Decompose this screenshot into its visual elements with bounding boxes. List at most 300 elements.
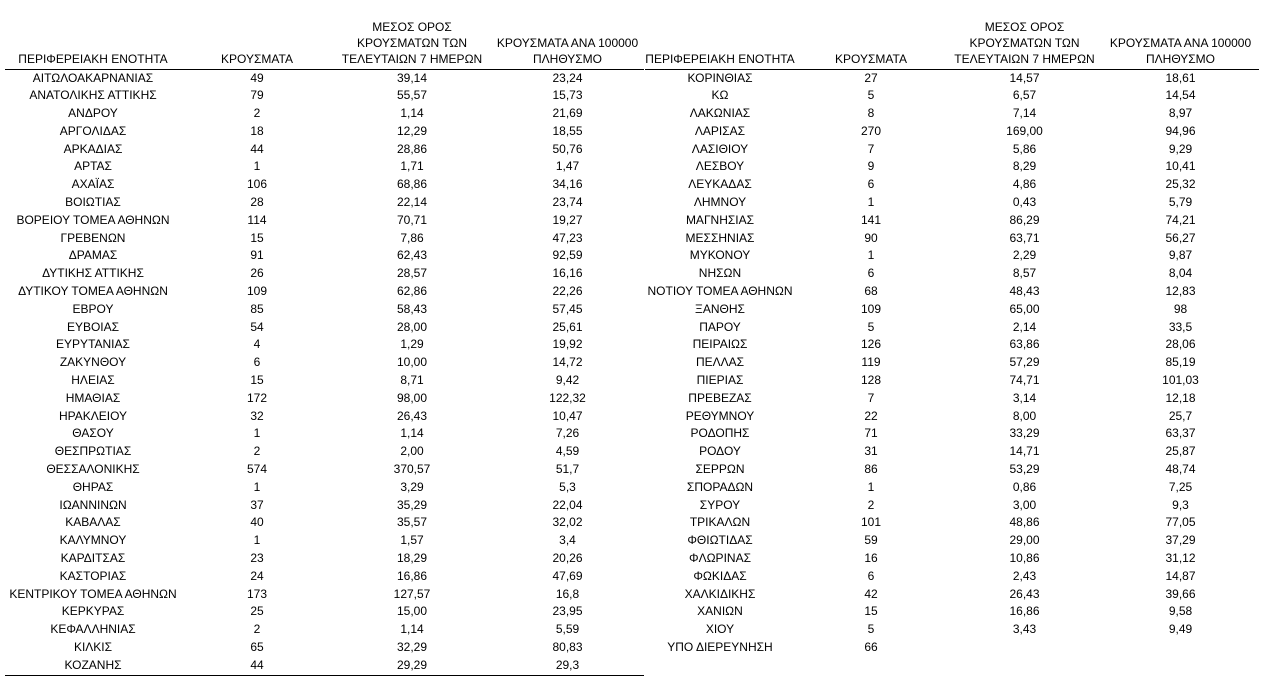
header-avg-line-3: ΤΕΛΕΥΤΑΙΩΝ 7 ΗΜΕΡΩΝ bbox=[341, 52, 483, 67]
cases-cell: 101 bbox=[860, 515, 882, 530]
region-cell: ΜΕΣΣΗΝΙΑΣ bbox=[685, 230, 755, 245]
cases-cell: 109 bbox=[246, 284, 268, 299]
cases-cell: 6 bbox=[867, 266, 875, 281]
region-cell: ΒΟΡΕΙΟΥ ΤΟΜΕΑ ΑΘΗΝΩΝ bbox=[16, 212, 170, 227]
region-cell: ΣΠΟΡΑΔΩΝ bbox=[686, 479, 754, 494]
cases-cell: 114 bbox=[247, 212, 267, 227]
region-cell: ΘΕΣΣΑΛΟΝΙΚΗΣ bbox=[46, 462, 140, 477]
region-cell: ΝΗΣΩΝ bbox=[698, 266, 742, 281]
avg-7-days-cell: 127,57 bbox=[393, 586, 431, 601]
cases-cell: 37 bbox=[250, 497, 264, 512]
avg-7-days-cell: 57,29 bbox=[1009, 355, 1040, 370]
table-row bbox=[5, 354, 644, 372]
table-row bbox=[5, 212, 644, 230]
per-100k-cell: 77,05 bbox=[1165, 515, 1196, 530]
avg-7-days-cell: 7,14 bbox=[1012, 106, 1037, 121]
cases-cell: 90 bbox=[864, 230, 878, 245]
table-row bbox=[645, 639, 1259, 657]
header-per100k-line-1: ΚΡΟΥΣΜΑΤΑ ΑΝΑ 100000 bbox=[496, 36, 639, 51]
header-per100k-line-2: ΠΛΗΘΥΣΜΟ bbox=[1145, 52, 1216, 67]
cases-cell: 25 bbox=[250, 604, 264, 619]
per-100k-cell: 33,5 bbox=[1168, 319, 1193, 334]
per-100k-cell: 9,87 bbox=[1168, 248, 1193, 263]
table-row bbox=[645, 408, 1259, 426]
per-100k-cell: 18,61 bbox=[1165, 70, 1196, 85]
avg-7-days-cell: 1,57 bbox=[400, 533, 424, 548]
per-100k-cell: 74,21 bbox=[1165, 212, 1196, 227]
avg-7-days-cell: 28,86 bbox=[396, 141, 428, 156]
avg-7-days-cell: 29,29 bbox=[333, 657, 491, 675]
table-row bbox=[5, 336, 644, 354]
cases-cell: 71 bbox=[864, 426, 878, 441]
region-cell: ΔΡΑΜΑΣ bbox=[68, 248, 118, 263]
header-region: ΠΕΡΙΦΕΡΕΙΑΚΗ ΕΝΟΤΗΤΑ bbox=[645, 17, 795, 69]
table-row bbox=[5, 586, 644, 604]
table-row bbox=[5, 479, 644, 497]
per-100k-cell: 16,16 bbox=[552, 266, 583, 281]
region-cell: ΑΝΑΤΟΛΙΚΗΣ ΑΤΤΙΚΗΣ bbox=[29, 88, 157, 103]
table-row bbox=[645, 372, 1259, 390]
region-cell: ΡΟΔΟΠΗΣ bbox=[690, 426, 750, 441]
region-cell: ΗΜΑΘΙΑΣ bbox=[65, 390, 121, 405]
table-row bbox=[5, 265, 644, 283]
cases-table-right bbox=[645, 17, 1259, 657]
table-row bbox=[645, 461, 1259, 479]
per-100k-cell: 3,4 bbox=[559, 533, 576, 548]
region-cell: ΚΑΛΥΜΝΟΥ bbox=[59, 533, 127, 548]
region-cell: ΧΑΝΙΩΝ bbox=[697, 604, 743, 619]
avg-7-days-cell: 7,86 bbox=[400, 230, 424, 245]
per-100k-cell: 9,42 bbox=[555, 373, 580, 388]
table-row bbox=[5, 461, 644, 479]
per-100k-cell: 4,59 bbox=[555, 444, 580, 459]
per-100k-cell: 122,32 bbox=[549, 390, 586, 405]
table-row bbox=[645, 247, 1259, 265]
region-cell: ΗΡΑΚΛΕΙΟΥ bbox=[58, 408, 128, 423]
per-100k-cell: 7,25 bbox=[1168, 479, 1193, 494]
table-row bbox=[5, 87, 644, 105]
cases-cell: 126 bbox=[860, 337, 882, 352]
cases-cell: 27 bbox=[864, 70, 878, 85]
avg-7-days-cell: 35,29 bbox=[396, 497, 428, 512]
table-row bbox=[645, 514, 1259, 532]
cases-cell: 23 bbox=[250, 551, 264, 566]
table-row bbox=[645, 123, 1259, 141]
avg-7-days-cell: 1,29 bbox=[400, 337, 424, 352]
table-body-left bbox=[5, 69, 644, 675]
avg-7-days-cell: 8,57 bbox=[1012, 266, 1037, 281]
avg-7-days-cell: 74,71 bbox=[1009, 373, 1040, 388]
avg-7-days-cell: 2,14 bbox=[1012, 319, 1037, 334]
table-row bbox=[645, 390, 1259, 408]
avg-7-days-cell: 63,86 bbox=[1009, 337, 1040, 352]
region-cell: ΚΟΡΙΝΘΙΑΣ bbox=[687, 70, 753, 85]
cases-cell: 173 bbox=[246, 586, 268, 601]
per-100k-cell: 15,73 bbox=[552, 88, 583, 103]
header-region: ΠΕΡΙΦΕΡΕΙΑΚΗ ΕΝΟΤΗΤΑ bbox=[5, 17, 181, 69]
table-row bbox=[645, 158, 1259, 176]
avg-7-days-cell: 14,71 bbox=[1009, 444, 1040, 459]
region-cell: ΜΥΚΟΝΟΥ bbox=[689, 248, 751, 263]
table-row bbox=[645, 87, 1259, 105]
per-100k-cell: 37,29 bbox=[1165, 533, 1196, 548]
table-row bbox=[5, 283, 644, 301]
cases-cell: 1 bbox=[253, 479, 261, 494]
avg-7-days-cell: 16,86 bbox=[1009, 604, 1040, 619]
region-cell: ΠΙΕΡΙΑΣ bbox=[696, 373, 744, 388]
table-row bbox=[5, 603, 644, 621]
table-row bbox=[5, 532, 644, 550]
header-avg-line-2: ΚΡΟΥΣΜΑΤΩΝ ΤΩΝ bbox=[969, 36, 1080, 51]
avg-7-days-cell: 5,86 bbox=[1012, 141, 1037, 156]
avg-7-days-cell: 3,43 bbox=[1012, 622, 1037, 637]
cases-table-left bbox=[5, 17, 644, 676]
table-row bbox=[645, 319, 1259, 337]
header-cases: ΚΡΟΥΣΜΑΤΑ bbox=[181, 17, 333, 69]
region-cell: ΘΗΡΑΣ bbox=[72, 479, 114, 494]
table-row bbox=[645, 194, 1259, 212]
region-cell: ΕΥΡΥΤΑΝΙΑΣ bbox=[56, 337, 130, 352]
cases-cell: 1 bbox=[253, 159, 261, 174]
avg-7-days-cell bbox=[947, 639, 1102, 657]
cases-cell: 5 bbox=[867, 319, 875, 334]
region-cell: ΦΘΙΩΤΙΔΑΣ bbox=[687, 533, 753, 548]
region-cell: ΚΕΦΑΛΛΗΝΙΑΣ bbox=[50, 622, 136, 637]
cases-cell: 15 bbox=[250, 230, 264, 245]
avg-7-days-cell: 8,71 bbox=[400, 373, 424, 388]
cases-cell: 6 bbox=[867, 177, 875, 192]
per-100k-cell: 32,02 bbox=[552, 515, 583, 530]
per-100k-cell: 10,41 bbox=[1165, 159, 1196, 174]
avg-7-days-cell: 53,29 bbox=[1009, 462, 1040, 477]
avg-7-days-cell: 62,86 bbox=[396, 284, 428, 299]
cases-cell: 65 bbox=[250, 640, 264, 654]
region-cell: ΤΡΙΚΑΛΩΝ bbox=[689, 515, 751, 530]
cases-cell: 109 bbox=[860, 301, 882, 316]
avg-7-days-cell: 0,43 bbox=[1012, 195, 1037, 210]
avg-7-days-cell: 70,71 bbox=[396, 212, 428, 227]
avg-7-days-cell: 62,43 bbox=[396, 248, 428, 263]
cases-cell: 40 bbox=[250, 515, 264, 530]
avg-7-days-cell: 8,29 bbox=[1012, 159, 1037, 174]
avg-7-days-cell: 1,14 bbox=[400, 106, 424, 121]
avg-7-days-cell: 86,29 bbox=[1009, 212, 1040, 227]
avg-7-days-cell: 0,86 bbox=[1012, 479, 1037, 494]
per-100k-cell: 9,29 bbox=[1168, 141, 1193, 156]
cases-cell: 54 bbox=[250, 319, 264, 334]
region-cell: ΣΕΡΡΩΝ bbox=[695, 462, 745, 477]
cases-cell: 26 bbox=[250, 266, 264, 281]
cases-cell: 6 bbox=[867, 568, 875, 583]
table-row bbox=[645, 586, 1259, 604]
cases-cell: 91 bbox=[250, 248, 264, 263]
table-row bbox=[5, 621, 644, 639]
table-row bbox=[645, 532, 1259, 550]
header-per-100k bbox=[1102, 17, 1259, 69]
avg-7-days-cell: 3,29 bbox=[400, 479, 424, 494]
header-avg-line-2: ΚΡΟΥΣΜΑΤΩΝ ΤΩΝ bbox=[356, 36, 468, 51]
per-100k-cell: 19,92 bbox=[552, 337, 583, 352]
region-cell: ΛΑΚΩΝΙΑΣ bbox=[689, 106, 751, 121]
per-100k-cell: 12,83 bbox=[1165, 284, 1196, 299]
per-100k-cell: 47,23 bbox=[552, 230, 583, 245]
avg-7-days-cell: 39,14 bbox=[396, 70, 428, 85]
header-avg-7-days bbox=[333, 17, 491, 69]
avg-7-days-cell: 63,71 bbox=[1009, 230, 1040, 245]
per-100k-cell: 21,69 bbox=[552, 106, 583, 121]
table-row bbox=[5, 639, 644, 657]
per-100k-cell: 29,3 bbox=[491, 657, 644, 675]
avg-7-days-cell: 16,86 bbox=[396, 568, 428, 583]
cases-cell: 2 bbox=[253, 444, 261, 459]
region-cell: ΔΥΤΙΚΟΥ ΤΟΜΕΑ ΑΘΗΝΩΝ bbox=[18, 284, 168, 299]
table-row bbox=[645, 69, 1259, 87]
region-cell: ΔΥΤΙΚΗΣ ΑΤΤΙΚΗΣ bbox=[42, 266, 144, 281]
cases-cell: 7 bbox=[867, 390, 875, 405]
header-avg-line-1: ΜΕΣΟΣ ΟΡΟΣ bbox=[984, 19, 1065, 34]
region-cell: ΞΑΝΘΗΣ bbox=[695, 301, 745, 316]
region-cell: ΚΩ bbox=[711, 88, 729, 103]
table-row bbox=[5, 105, 644, 123]
table-row bbox=[5, 550, 644, 568]
cases-cell: 44 bbox=[181, 657, 333, 675]
region-cell: ΛΕΣΒΟΥ bbox=[695, 159, 745, 174]
cases-cell: 18 bbox=[250, 123, 264, 138]
per-100k-cell: 80,83 bbox=[552, 640, 583, 654]
per-100k-cell: 20,26 bbox=[552, 551, 583, 566]
cases-cell: 86 bbox=[864, 462, 878, 477]
per-100k-cell: 5,59 bbox=[555, 622, 580, 637]
region-cell: ΠΑΡΟΥ bbox=[699, 319, 741, 334]
table-row bbox=[5, 69, 644, 87]
table-row bbox=[645, 230, 1259, 248]
avg-7-days-cell: 32,29 bbox=[396, 640, 428, 654]
per-100k-cell: 25,87 bbox=[1165, 444, 1196, 459]
region-cell: ΠΕΛΛΑΣ bbox=[695, 355, 745, 370]
region-cell: ΚΙΛΚΙΣ bbox=[73, 640, 113, 654]
avg-7-days-cell: 10,86 bbox=[1009, 551, 1040, 566]
avg-7-days-cell: 1,71 bbox=[400, 159, 424, 174]
region-cell: ΑΙΤΩΛΟΑΚΑΡΝΑΝΙΑΣ bbox=[32, 70, 154, 85]
table-row bbox=[645, 550, 1259, 568]
region-cell: ΝΟΤΙΟΥ ΤΟΜΕΑ ΑΘΗΝΩΝ bbox=[647, 284, 793, 299]
cases-cell: 1 bbox=[867, 195, 875, 210]
region-cell: ΛΕΥΚΑΔΑΣ bbox=[688, 177, 752, 192]
region-cell: ΧΙΟΥ bbox=[705, 622, 735, 637]
per-100k-cell: 9,58 bbox=[1168, 604, 1193, 619]
table-row bbox=[5, 443, 644, 461]
per-100k-cell: 23,24 bbox=[552, 70, 583, 85]
avg-7-days-cell: 35,57 bbox=[396, 515, 428, 530]
avg-7-days-cell: 2,29 bbox=[1012, 248, 1037, 263]
table-row bbox=[5, 230, 644, 248]
cases-cell: 1 bbox=[253, 426, 261, 441]
cases-cell: 270 bbox=[860, 123, 882, 138]
cases-cell: 5 bbox=[867, 622, 875, 637]
table-row bbox=[645, 141, 1259, 159]
header-avg-line-3: ΤΕΛΕΥΤΑΙΩΝ 7 ΗΜΕΡΩΝ bbox=[954, 52, 1095, 67]
region-cell: ΓΡΕΒΕΝΩΝ bbox=[60, 230, 126, 245]
cases-cell: 4 bbox=[253, 337, 261, 352]
table-row bbox=[5, 425, 644, 443]
avg-7-days-cell: 28,00 bbox=[396, 319, 428, 334]
per-100k-cell: 39,66 bbox=[1165, 586, 1196, 601]
per-100k-cell: 5,3 bbox=[559, 479, 576, 494]
cases-cell: 7 bbox=[867, 141, 875, 156]
cases-cell: 141 bbox=[860, 212, 882, 227]
avg-7-days-cell: 4,86 bbox=[1012, 177, 1037, 192]
table-row bbox=[5, 176, 644, 194]
region-cell: ΧΑΛΚΙΔΙΚΗΣ bbox=[684, 586, 756, 601]
region-cell: ΚΑΣΤΟΡΙΑΣ bbox=[59, 568, 127, 583]
region-cell: ΗΛΕΙΑΣ bbox=[71, 373, 115, 388]
table-row bbox=[645, 568, 1259, 586]
header-avg-line-1: ΜΕΣΟΣ ΟΡΟΣ bbox=[372, 19, 452, 34]
per-100k-cell: 85,19 bbox=[1165, 355, 1196, 370]
table-row bbox=[645, 497, 1259, 515]
table-row bbox=[5, 194, 644, 212]
per-100k-cell bbox=[1102, 639, 1259, 657]
avg-7-days-cell: 12,29 bbox=[396, 123, 428, 138]
table-row bbox=[645, 336, 1259, 354]
avg-7-days-cell: 8,00 bbox=[1012, 408, 1037, 423]
cases-cell: 16 bbox=[864, 551, 878, 566]
avg-7-days-cell: 28,57 bbox=[396, 266, 428, 281]
avg-7-days-cell: 1,14 bbox=[400, 622, 424, 637]
region-cell: ΕΥΒΟΙΑΣ bbox=[66, 319, 120, 334]
cases-cell: 44 bbox=[250, 141, 264, 156]
region-cell: ΚΑΡΔΙΤΣΑΣ bbox=[60, 551, 126, 566]
table-row bbox=[645, 603, 1259, 621]
cases-cell: 66 bbox=[864, 640, 878, 654]
table-row bbox=[5, 319, 644, 337]
per-100k-cell: 10,47 bbox=[552, 408, 583, 423]
table-row bbox=[5, 141, 644, 159]
region-cell: ΡΕΘΥΜΝΟΥ bbox=[685, 408, 755, 423]
avg-7-days-cell: 3,00 bbox=[1012, 497, 1037, 512]
avg-7-days-cell: 26,43 bbox=[396, 408, 428, 423]
avg-7-days-cell: 14,57 bbox=[1009, 70, 1040, 85]
header-row bbox=[5, 17, 644, 69]
table-row bbox=[5, 657, 644, 675]
cases-cell: 15 bbox=[250, 373, 264, 388]
per-100k-cell: 92,59 bbox=[552, 248, 583, 263]
per-100k-cell: 8,97 bbox=[1168, 106, 1193, 121]
per-100k-cell: 23,74 bbox=[552, 195, 583, 210]
cases-cell: 6 bbox=[253, 355, 261, 370]
region-cell: ΑΡΤΑΣ bbox=[74, 159, 112, 174]
avg-7-days-cell: 48,86 bbox=[1009, 515, 1040, 530]
table-row bbox=[645, 265, 1259, 283]
region-cell: ΑΝΔΡΟΥ bbox=[68, 106, 118, 121]
per-100k-cell: 23,95 bbox=[552, 604, 583, 619]
table-row bbox=[5, 568, 644, 586]
cases-cell: 24 bbox=[250, 568, 264, 583]
cases-cell: 31 bbox=[864, 444, 878, 459]
per-100k-cell: 25,7 bbox=[1168, 408, 1193, 423]
cases-cell: 2 bbox=[253, 106, 261, 121]
region-cell: ΘΕΣΠΡΩΤΙΑΣ bbox=[54, 444, 132, 459]
per-100k-cell: 18,55 bbox=[552, 123, 583, 138]
header-row bbox=[645, 17, 1259, 69]
avg-7-days-cell: 2,00 bbox=[400, 444, 424, 459]
per-100k-cell: 28,06 bbox=[1165, 337, 1196, 352]
table-row bbox=[645, 301, 1259, 319]
region-cell: ΣΥΡΟΥ bbox=[699, 497, 741, 512]
avg-7-days-cell: 48,43 bbox=[1009, 284, 1040, 299]
per-100k-cell: 14,87 bbox=[1165, 568, 1196, 583]
region-cell: ΚΕΡΚΥΡΑΣ bbox=[61, 604, 125, 619]
region-cell: ΑΧΑΪΑΣ bbox=[71, 177, 115, 192]
per-100k-cell: 94,96 bbox=[1165, 123, 1196, 138]
avg-7-days-cell: 58,43 bbox=[396, 301, 428, 316]
avg-7-days-cell: 2,43 bbox=[1012, 568, 1037, 583]
per-100k-cell: 101,03 bbox=[1162, 373, 1199, 388]
table-row bbox=[645, 425, 1259, 443]
table-row bbox=[5, 514, 644, 532]
table-row bbox=[645, 105, 1259, 123]
per-100k-cell: 34,16 bbox=[552, 177, 583, 192]
per-100k-cell: 9,49 bbox=[1168, 622, 1193, 637]
per-100k-cell: 47,69 bbox=[552, 568, 583, 583]
cases-cell: 106 bbox=[246, 177, 268, 192]
cases-cell: 172 bbox=[246, 390, 268, 405]
header-avg-7-days bbox=[947, 17, 1102, 69]
table-row bbox=[645, 283, 1259, 301]
region-cell: ΠΡΕΒΕΖΑΣ bbox=[688, 390, 752, 405]
header-per100k-line-2: ΠΛΗΘΥΣΜΟ bbox=[532, 52, 603, 67]
cases-cell: 1 bbox=[867, 248, 875, 263]
table-row bbox=[645, 443, 1259, 461]
per-100k-cell: 63,37 bbox=[1165, 426, 1196, 441]
avg-7-days-cell: 10,00 bbox=[396, 355, 428, 370]
table-row bbox=[645, 354, 1259, 372]
cases-cell: 9 bbox=[867, 159, 875, 174]
region-cell: ΛΗΜΝΟΥ bbox=[693, 195, 747, 210]
cases-cell: 15 bbox=[864, 604, 878, 619]
per-100k-cell: 56,27 bbox=[1165, 230, 1196, 245]
region-cell: ΥΠΟ ΔΙΕΡΕΥΝΗΣΗ bbox=[667, 640, 773, 654]
cases-cell: 1 bbox=[867, 479, 875, 494]
region-cell: ΕΒΡΟΥ bbox=[72, 301, 114, 316]
table-body-right bbox=[645, 69, 1259, 657]
per-100k-cell: 16,8 bbox=[555, 586, 580, 601]
cases-cell: 574 bbox=[246, 462, 268, 477]
region-cell: ΖΑΚΥΝΘΟΥ bbox=[59, 355, 127, 370]
table-row bbox=[645, 212, 1259, 230]
region-cell: ΠΕΙΡΑΙΩΣ bbox=[692, 337, 748, 352]
avg-7-days-cell: 18,29 bbox=[396, 551, 428, 566]
table-row bbox=[5, 301, 644, 319]
cases-cell: 8 bbox=[867, 106, 875, 121]
table-row bbox=[5, 123, 644, 141]
table-row bbox=[5, 497, 644, 515]
per-100k-cell: 51,7 bbox=[555, 462, 580, 477]
region-cell: ΚΑΒΑΛΑΣ bbox=[65, 515, 121, 530]
avg-7-days-cell: 15,00 bbox=[396, 604, 428, 619]
avg-7-days-cell: 26,43 bbox=[1009, 586, 1040, 601]
avg-7-days-cell: 98,00 bbox=[396, 390, 428, 405]
per-100k-cell: 14,54 bbox=[1165, 88, 1196, 103]
per-100k-cell: 48,74 bbox=[1165, 462, 1196, 477]
region-cell: ΛΑΣΙΘΙΟΥ bbox=[691, 141, 749, 156]
region-cell: ΒΟΙΩΤΙΑΣ bbox=[65, 195, 121, 210]
avg-7-days-cell: 33,29 bbox=[1009, 426, 1040, 441]
avg-7-days-cell: 3,14 bbox=[1012, 390, 1037, 405]
region-cell: ΚΕΝΤΡΙΚΟΥ ΤΟΜΕΑ ΑΘΗΝΩΝ bbox=[9, 586, 177, 601]
table-row bbox=[5, 408, 644, 426]
avg-7-days-cell: 68,86 bbox=[396, 177, 428, 192]
